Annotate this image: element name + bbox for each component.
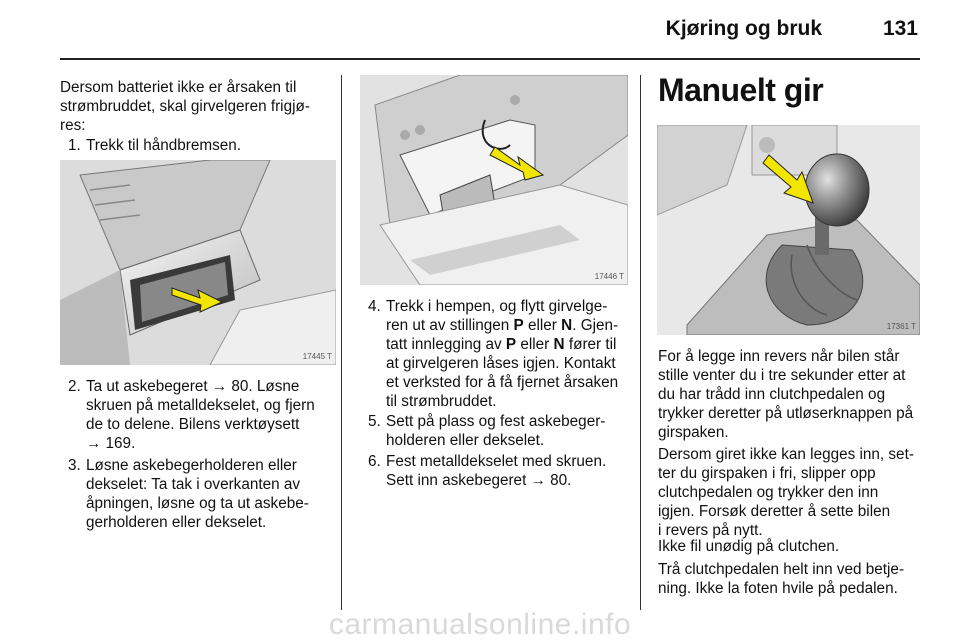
step-line: holderen eller dekselet. bbox=[386, 432, 545, 449]
para-line: du har trådd inn clutchpedalen og bbox=[658, 386, 886, 403]
step-number: 1. bbox=[68, 137, 81, 154]
page-number: 131 bbox=[882, 17, 918, 40]
step-line: Sett på plass og fest askebeger- bbox=[386, 413, 606, 430]
para-line: clutchpedalen og trykker den inn bbox=[658, 484, 879, 501]
step-text bbox=[86, 456, 346, 532]
step-line: gerholderen eller dekselet. bbox=[86, 514, 267, 531]
step-line: til strømbruddet. bbox=[386, 393, 497, 410]
step-line: Trekk i hempen, og flytt girvelge- bbox=[386, 298, 608, 315]
figure-ashtray-removal bbox=[60, 160, 336, 365]
step-number: 6. bbox=[368, 453, 381, 470]
para-line: i revers på nytt. bbox=[658, 522, 763, 539]
step-line: et verksted for å få fjernet årsaken bbox=[386, 374, 619, 391]
step-text bbox=[86, 377, 346, 453]
para-line: ning. Ikke la foten hvile på pedalen. bbox=[658, 580, 898, 597]
para-line: Trå clutchpedalen helt inn ved betje- bbox=[658, 561, 905, 578]
intro-line: strømbruddet, skal girvelgeren frigjø- bbox=[60, 98, 310, 115]
step-line: → 169. bbox=[86, 435, 136, 452]
ashtray-illustration bbox=[60, 160, 336, 365]
step-number: 5. bbox=[368, 413, 381, 430]
para-line: Ikke fil unødig på clutchen. bbox=[658, 538, 840, 555]
paragraph-pedal bbox=[658, 560, 928, 598]
step-text bbox=[386, 297, 632, 411]
step-line: at girvelgeren låses igjen. Kontakt bbox=[386, 355, 616, 372]
gear-lever-illustration bbox=[657, 125, 920, 335]
step-line: de to delene. Bilens verktøysett bbox=[86, 416, 300, 433]
step-number: 4. bbox=[368, 298, 381, 315]
section-title: Kjøring og bruk bbox=[665, 17, 822, 40]
step-number: 3. bbox=[68, 457, 81, 474]
para-line: Dersom giret ikke kan legges inn, set- bbox=[658, 446, 914, 463]
figure-shift-release bbox=[360, 75, 628, 285]
paragraph-neutral bbox=[658, 445, 928, 540]
shift-release-illustration bbox=[360, 75, 628, 285]
step-line: Løsne askebegerholderen eller bbox=[86, 457, 297, 474]
step-line: dekselet: Ta tak i overkanten av bbox=[86, 476, 300, 493]
step-text: Trekk til håndbremsen. bbox=[86, 137, 242, 154]
para-line: stille venter du i tre sekunder etter at bbox=[658, 367, 906, 384]
para-line: igjen. Forsøk deretter å sette bilen bbox=[658, 503, 891, 520]
step-line: skruen på metalldekselet, og fjern bbox=[86, 397, 315, 414]
page-header bbox=[0, 0, 960, 60]
paragraph-reverse bbox=[658, 347, 928, 442]
step-line: åpningen, løsne og ta ut askebe- bbox=[86, 495, 309, 512]
header-rule bbox=[60, 58, 920, 60]
figure-code: 17445 T bbox=[302, 352, 332, 361]
intro-line: Dersom batteriet ikke er årsaken til bbox=[60, 79, 297, 96]
figure-code: 17446 T bbox=[594, 272, 624, 281]
step-line: Fest metalldekselet med skruen. bbox=[386, 453, 607, 470]
step-line: ren ut av stillingen P eller N. Gjen- bbox=[386, 317, 619, 334]
para-line: For å legge inn revers når bilen står bbox=[658, 348, 900, 365]
para-line: ter du girspaken i fri, slipper opp bbox=[658, 465, 876, 482]
step-text bbox=[386, 412, 632, 450]
intro-paragraph bbox=[60, 78, 330, 135]
column-divider-right bbox=[640, 75, 641, 610]
figure-gear-lever bbox=[657, 125, 920, 335]
step-text bbox=[386, 452, 632, 490]
para-line: trykker deretter på utløserknappen på bbox=[658, 405, 914, 422]
step-number: 2. bbox=[68, 378, 81, 395]
step-line: Ta ut askebegeret → 80. Løsne bbox=[86, 378, 300, 395]
section-heading: Manuelt gir bbox=[658, 72, 824, 108]
para-line: girspaken. bbox=[658, 424, 729, 441]
paragraph-clutch bbox=[658, 537, 928, 556]
intro-line: res: bbox=[60, 117, 86, 134]
watermark: carmanualsonline.info bbox=[328, 608, 632, 641]
step-line: Sett inn askebegeret → 80. bbox=[386, 472, 572, 489]
step-line: tatt innlegging av P eller N fører til bbox=[386, 336, 617, 353]
figure-code: 17361 T bbox=[886, 322, 916, 331]
